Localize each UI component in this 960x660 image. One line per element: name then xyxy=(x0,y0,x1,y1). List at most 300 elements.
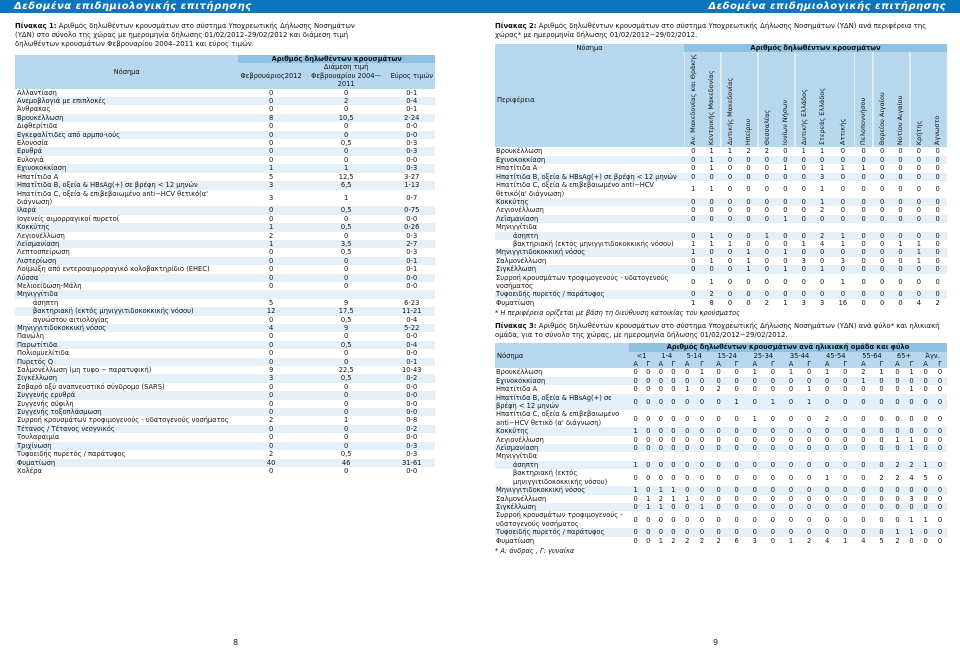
table2-value-cell: 0 xyxy=(910,181,928,198)
table1-caption xyxy=(15,22,355,49)
table1-value-cell: 9 xyxy=(238,366,303,374)
table3-value-cell: 0 xyxy=(818,503,837,511)
table3-value-cell: 0 xyxy=(873,410,890,427)
table1-value-cell: 5-22 xyxy=(389,324,435,332)
table3-value-cell: 0 xyxy=(800,528,817,536)
table3-disease-cell: Εχινοκοκκίαση xyxy=(495,377,629,385)
table3-value-cell: 1 xyxy=(781,368,800,376)
table1-value-cell xyxy=(304,290,389,298)
table2-value-cell: 0 xyxy=(873,206,891,214)
table2-value-cell: 1 xyxy=(721,240,739,248)
table1-disease-cell: Μελιοείδωση-Μάλη xyxy=(15,282,238,290)
table2-value-cell: 1 xyxy=(831,274,854,291)
table2-value-cell xyxy=(891,223,909,231)
table2-value-cell: 0 xyxy=(891,265,909,273)
table3-value-cell xyxy=(818,452,837,460)
table2-value-cell xyxy=(910,223,928,231)
table2-value-cell xyxy=(854,223,872,231)
table3-value-cell: 0 xyxy=(667,461,679,469)
table3-value-cell xyxy=(800,452,817,460)
table3-value-cell: 0 xyxy=(642,444,654,452)
table1-row xyxy=(15,105,435,113)
table3-value-cell: 0 xyxy=(745,394,764,411)
table2-value-cell: 0 xyxy=(891,299,909,307)
table2-value-cell: 0 xyxy=(910,265,928,273)
table3-row xyxy=(495,394,947,411)
table1-disease-cell: Λεγιονέλλωση xyxy=(15,232,238,240)
table3-value-cell: 2 xyxy=(905,461,918,469)
table1-row xyxy=(15,122,435,130)
table1-disease-cell: Λοίμωξη από εντεροαιμορραγικό κολοβακτηρίδιο (EHEC) xyxy=(15,265,238,273)
table3-value-cell: 0 xyxy=(629,537,642,545)
table3-value-cell: 0 xyxy=(667,427,679,435)
table1-value-cell: 1 xyxy=(304,164,389,172)
table3-value-cell: 2 xyxy=(679,537,695,545)
table1-row xyxy=(15,358,435,366)
table1-value-cell: 0,5 xyxy=(304,316,389,324)
table3-value-cell: 0 xyxy=(905,503,918,511)
table3-value-cell: 0 xyxy=(781,377,800,385)
table2-value-cell: 0 xyxy=(873,299,891,307)
table3-value-cell: 0 xyxy=(873,377,890,385)
table2-value-cell: 0 xyxy=(795,181,813,198)
table1-row xyxy=(15,400,435,408)
table3-value-cell: 0 xyxy=(709,495,728,503)
table2-value-cell: 1 xyxy=(739,248,757,256)
table2-value-cell: 0 xyxy=(684,198,702,206)
table1-value-cell: 0-0 xyxy=(389,467,435,475)
table3-value-cell: 0 xyxy=(764,427,781,435)
table2-value-cell: 1 xyxy=(910,257,928,265)
table3-value-cell: 0 xyxy=(728,511,745,528)
table3-value-cell: 0 xyxy=(890,427,905,435)
table2-value-cell: 0 xyxy=(873,198,891,206)
table3-value-cell: 0 xyxy=(837,385,854,393)
table3-value-cell: 0 xyxy=(918,377,933,385)
table3-value-cell: 2 xyxy=(890,461,905,469)
table2-value-cell: 0 xyxy=(795,248,813,256)
table2-value-cell: 0 xyxy=(721,215,739,223)
table1-row xyxy=(15,114,435,122)
table3-value-cell: 0 xyxy=(709,486,728,494)
table3-value-cell: 0 xyxy=(654,461,667,469)
table1-disease-cell: Άνθρακας xyxy=(15,105,238,113)
table1-value-cell: 12 xyxy=(238,307,303,315)
table2-value-cell: 0 xyxy=(928,257,947,265)
table1-row xyxy=(15,341,435,349)
table1-value-cell: 0 xyxy=(238,408,303,416)
table2-value-cell: 0 xyxy=(928,240,947,248)
table1-row xyxy=(15,173,435,181)
table3-value-cell: 0 xyxy=(854,444,873,452)
table2-value-cell: 0 xyxy=(831,156,854,164)
table1-value-cell: 31-61 xyxy=(389,459,435,467)
table2-value-cell: 0 xyxy=(831,290,854,298)
table3-value-cell: 2 xyxy=(709,537,728,545)
table3-age-header: 1-4 xyxy=(654,352,679,360)
table3-value-cell: 0 xyxy=(854,469,873,486)
table3-value-cell: 0 xyxy=(728,385,745,393)
table3-value-cell: 0 xyxy=(654,436,667,444)
table1-value-cell: 0 xyxy=(304,467,389,475)
table1-value-cell: 0-4 xyxy=(389,341,435,349)
table2-value-cell: 0 xyxy=(739,156,757,164)
table3-disease-cell: Λεγιονέλλωση xyxy=(495,436,629,444)
table3-age-header: 15-24 xyxy=(709,352,745,360)
table3-disease-cell: Φυματίωση xyxy=(495,537,629,545)
table2-caption xyxy=(495,22,947,40)
table2-value-cell: 0 xyxy=(758,198,776,206)
table2-region-header: Βορείου Αιγαίου xyxy=(873,52,891,147)
table3-age-header: 65+ xyxy=(890,352,918,360)
table2-value-cell: 0 xyxy=(854,248,872,256)
table3-value-cell: 0 xyxy=(679,394,695,411)
table2-value-cell: 0 xyxy=(910,198,928,206)
table1-value-cell: 0 xyxy=(304,274,389,282)
table1-row xyxy=(15,408,435,416)
table2-value-cell: 0 xyxy=(684,206,702,214)
table2-value-cell: 0 xyxy=(795,274,813,291)
table3-value-cell: 0 xyxy=(745,385,764,393)
table1-disease-cell: Σιγκέλλωση xyxy=(15,374,238,382)
table3-value-cell: 0 xyxy=(890,394,905,411)
table1-value-cell: 0-0 xyxy=(389,282,435,290)
table2-value-cell: 1 xyxy=(739,257,757,265)
table2-value-cell: 1 xyxy=(758,232,776,240)
table3-value-cell: 0 xyxy=(679,511,695,528)
table3-value-cell: 0 xyxy=(818,427,837,435)
table3-value-cell: 0 xyxy=(918,486,933,494)
table2-value-cell: 0 xyxy=(758,156,776,164)
table2-value-cell: 16 xyxy=(831,299,854,307)
table3-sex-header: Γ xyxy=(873,360,890,368)
table1-value-cell: 8 xyxy=(238,114,303,122)
table3-value-cell: 0 xyxy=(837,444,854,452)
table2-value-cell: 0 xyxy=(928,265,947,273)
table1-value-cell: 40 xyxy=(238,459,303,467)
table3-value-cell: 0 xyxy=(933,427,947,435)
table2-disease-cell: Μηνιγγίτιδα xyxy=(495,223,684,231)
table3-value-cell: 0 xyxy=(854,486,873,494)
table3-value-cell: 0 xyxy=(728,528,745,536)
table2-value-cell: 0 xyxy=(684,290,702,298)
table1-value-cell: 10-43 xyxy=(389,366,435,374)
table3-value-cell: 0 xyxy=(667,410,679,427)
table2-value-cell: 0 xyxy=(758,164,776,172)
table3-sex-header: Γ xyxy=(728,360,745,368)
table3-value-cell: 1 xyxy=(728,394,745,411)
table1-row xyxy=(15,240,435,248)
table2-value-cell: 0 xyxy=(795,265,813,273)
table3-value-cell: 0 xyxy=(800,461,817,469)
table3-sex-header: Γ xyxy=(642,360,654,368)
table2-value-cell: 1 xyxy=(702,156,720,164)
table3-value-cell xyxy=(709,452,728,460)
table2-row xyxy=(495,215,947,223)
table3-value-cell: 0 xyxy=(695,469,709,486)
table3-value-cell: 0 xyxy=(642,410,654,427)
table3-value-cell: 0 xyxy=(800,427,817,435)
table2-value-cell: 0 xyxy=(776,198,794,206)
table1-disease-cell: Ηπατίτιδα C, οξεία & επιβεβαιωμένο anti−HCV θετικό(α' διάγνωση) xyxy=(15,190,238,207)
table1-disease-cell: Ελονοσία xyxy=(15,139,238,147)
table2-value-cell: 0 xyxy=(739,232,757,240)
table2-region-header: Κεντρικής Μακεδονίας xyxy=(702,52,720,147)
table2-value-cell: 0 xyxy=(721,173,739,181)
table3-value-cell: 0 xyxy=(745,444,764,452)
table2-value-cell: 1 xyxy=(831,240,854,248)
table3-value-cell: 0 xyxy=(854,511,873,528)
table2-value-cell: 0 xyxy=(854,215,872,223)
table1-disease-cell: Αλλαντίαση xyxy=(15,89,238,97)
table1-value-cell: 0 xyxy=(238,215,303,223)
table1-value-cell: 3 xyxy=(238,190,303,207)
table2-value-cell: 0 xyxy=(854,290,872,298)
table2-value-cell: 2 xyxy=(813,232,831,240)
table1-row xyxy=(15,206,435,214)
table3-value-cell: 0 xyxy=(933,436,947,444)
table2-value-cell: 0 xyxy=(831,206,854,214)
table3-disease-cell: Ηπατίτιδα Α xyxy=(495,385,629,393)
table2-value-cell: 0 xyxy=(776,206,794,214)
table3-value-cell: 0 xyxy=(654,368,667,376)
table3-row xyxy=(495,427,947,435)
table2-disease-cell: Λεγιονέλλωση xyxy=(495,206,684,214)
table3-value-cell: 2 xyxy=(654,495,667,503)
table3-value-cell: 0 xyxy=(818,461,837,469)
table3-value-cell: 0 xyxy=(918,503,933,511)
table2-value-cell: 0 xyxy=(910,206,928,214)
table3-footnote: * Α: άνδρας , Γ: γυναίκα xyxy=(495,546,575,555)
table1-value-cell: 6,5 xyxy=(304,181,389,189)
table1-value-cell: 0-3 xyxy=(389,442,435,450)
table2-value-cell: 0 xyxy=(721,164,739,172)
table3-value-cell: 0 xyxy=(933,394,947,411)
table3-row xyxy=(495,377,947,385)
table3-age-header: 55-64 xyxy=(854,352,890,360)
table3-value-cell: 0 xyxy=(695,511,709,528)
table3-value-cell: 0 xyxy=(781,461,800,469)
table3-value-cell: 0 xyxy=(837,528,854,536)
table3-disease-cell: Σιγκέλλωση xyxy=(495,503,629,511)
table3-value-cell: 0 xyxy=(745,511,764,528)
table2-value-cell: 0 xyxy=(684,164,702,172)
table3-value-cell: 0 xyxy=(764,410,781,427)
table1-value-cell: 0-4 xyxy=(389,97,435,105)
table2-value-cell xyxy=(928,223,947,231)
table2-value-cell: 1 xyxy=(776,164,794,172)
table3-value-cell: 0 xyxy=(781,394,800,411)
table3-value-cell: 0 xyxy=(905,486,918,494)
table2-value-cell: 0 xyxy=(776,156,794,164)
table3-value-cell xyxy=(890,452,905,460)
table1-row xyxy=(15,257,435,265)
table3-value-cell: 2 xyxy=(890,537,905,545)
table3-value-cell: 0 xyxy=(728,444,745,452)
table3-value-cell: 0 xyxy=(709,377,728,385)
table2-value-cell: 0 xyxy=(928,206,947,214)
table3-value-cell: 0 xyxy=(837,511,854,528)
table3-value-cell: 0 xyxy=(679,528,695,536)
table2-disease-cell: Κοκκύτης xyxy=(495,198,684,206)
table3-value-cell: 0 xyxy=(654,385,667,393)
table1-value-cell: 22,5 xyxy=(304,366,389,374)
table3-value-cell: 0 xyxy=(667,394,679,411)
table3-value-cell: 0 xyxy=(873,436,890,444)
table2-value-cell: 0 xyxy=(684,173,702,181)
table3-value-cell: 0 xyxy=(818,444,837,452)
table3-value-cell xyxy=(854,452,873,460)
table3-value-cell: 0 xyxy=(745,495,764,503)
table3-value-cell xyxy=(933,452,947,460)
table3-value-cell: 0 xyxy=(918,436,933,444)
table3-value-cell: 0 xyxy=(695,528,709,536)
table1-row xyxy=(15,248,435,256)
table2-value-cell: 0 xyxy=(873,215,891,223)
table2-row xyxy=(495,206,947,214)
table3-value-cell: 0 xyxy=(642,385,654,393)
table1-value-cell: 3 xyxy=(238,374,303,382)
table3-value-cell: 0 xyxy=(800,410,817,427)
table3-value-cell: 0 xyxy=(629,394,642,411)
table1-row xyxy=(15,366,435,374)
table3-caption-label: Πίνακας 3: xyxy=(495,322,537,331)
table1-row xyxy=(15,164,435,172)
table3-value-cell: 0 xyxy=(709,368,728,376)
table2-col-region: Περιφέρεια xyxy=(495,52,684,147)
table2-value-cell: 1 xyxy=(739,265,757,273)
table2-value-cell: 0 xyxy=(684,274,702,291)
table1-disease-cell: Τριχίνωση xyxy=(15,442,238,450)
table2-value-cell: 0 xyxy=(854,147,872,155)
table1 xyxy=(15,55,435,475)
table2-value-cell: 0 xyxy=(739,181,757,198)
table3-value-cell: 0 xyxy=(781,436,800,444)
table3-value-cell: 0 xyxy=(654,394,667,411)
table2-disease-cell: Σιγκέλλωση xyxy=(495,265,684,273)
table2-value-cell: 0 xyxy=(739,206,757,214)
table3-value-cell: 0 xyxy=(918,368,933,376)
table2-value-cell: 0 xyxy=(739,290,757,298)
table3-value-cell: 0 xyxy=(667,503,679,511)
table1-row xyxy=(15,391,435,399)
table2-value-cell: 0 xyxy=(891,215,909,223)
table1-row xyxy=(15,307,435,315)
table3-value-cell: 0 xyxy=(854,427,873,435)
table3-value-cell: 2 xyxy=(818,410,837,427)
table2-value-cell: 0 xyxy=(758,265,776,273)
table3-value-cell: 0 xyxy=(854,503,873,511)
table2-value-cell: 1 xyxy=(776,248,794,256)
table3-value-cell: 0 xyxy=(764,528,781,536)
table3-row xyxy=(495,368,947,376)
table2-value-cell xyxy=(758,223,776,231)
table2-value-cell: 0 xyxy=(854,198,872,206)
table3-value-cell xyxy=(905,452,918,460)
table1-disease-cell: Λεϊσμανίαση xyxy=(15,240,238,248)
table1-value-cell: 10,5 xyxy=(304,114,389,122)
table3-value-cell: 0 xyxy=(764,436,781,444)
table1-disease-cell: Τέτανος / Τέτανος νεογνικός xyxy=(15,425,238,433)
table1-value-cell: 0 xyxy=(304,215,389,223)
table1-value-cell: 0 xyxy=(238,248,303,256)
table3-value-cell: 0 xyxy=(709,436,728,444)
table3-value-cell: 0 xyxy=(642,427,654,435)
table1-value-cell: 0 xyxy=(304,400,389,408)
table2-value-cell: 0 xyxy=(854,240,872,248)
table2-value-cell: 0 xyxy=(776,181,794,198)
table3-value-cell: 0 xyxy=(679,368,695,376)
table2-value-cell: 0 xyxy=(831,265,854,273)
table3-disease-cell: άσηπτη xyxy=(495,461,629,469)
table3-value-cell: 2 xyxy=(695,537,709,545)
table1-value-cell: 0 xyxy=(304,89,389,97)
table2-value-cell: 1 xyxy=(684,181,702,198)
table1-disease-cell: Λιστερίωση xyxy=(15,257,238,265)
table3-value-cell: 0 xyxy=(905,537,918,545)
table3-value-cell: 1 xyxy=(890,436,905,444)
table2-row xyxy=(495,265,947,273)
table1-value-cell: 0,5 xyxy=(304,223,389,231)
table2-row xyxy=(495,274,947,291)
table2-value-cell: 0 xyxy=(684,147,702,155)
table1-value-cell: 0-75 xyxy=(389,206,435,214)
table3-value-cell: 0 xyxy=(873,427,890,435)
table3-row xyxy=(495,495,947,503)
table3-value-cell: 1 xyxy=(642,503,654,511)
table3-value-cell: 0 xyxy=(745,377,764,385)
table2-value-cell: 1 xyxy=(776,265,794,273)
table2-value-cell: 2 xyxy=(702,290,720,298)
table2-value-cell: 2 xyxy=(758,147,776,155)
table1-value-cell: 0 xyxy=(238,206,303,214)
table3-value-cell: 0 xyxy=(800,368,817,376)
table3-value-cell: 0 xyxy=(667,377,679,385)
table3-value-cell: 1 xyxy=(629,486,642,494)
table3-value-cell: 0 xyxy=(642,394,654,411)
table2-value-cell: 0 xyxy=(721,299,739,307)
table3-value-cell: 0 xyxy=(728,410,745,427)
table2-value-cell: 0 xyxy=(813,274,831,291)
table3-value-cell: 0 xyxy=(679,410,695,427)
table1-row xyxy=(15,274,435,282)
table3-value-cell: 0 xyxy=(629,503,642,511)
table2-value-cell xyxy=(831,223,854,231)
table3-value-cell: 0 xyxy=(837,377,854,385)
table2-region-header: Πελοποννήσου xyxy=(854,52,872,147)
table2-value-cell: 1 xyxy=(831,164,854,172)
table3-value-cell xyxy=(745,452,764,460)
table2-value-cell: 3 xyxy=(831,257,854,265)
table3-value-cell: 0 xyxy=(918,427,933,435)
table2-value-cell: 1 xyxy=(795,147,813,155)
table2-value-cell: 0 xyxy=(873,257,891,265)
table1-value-cell: 0-1 xyxy=(389,257,435,265)
table3-value-cell: 0 xyxy=(745,427,764,435)
table3-value-cell: 1 xyxy=(854,377,873,385)
table3-disease-cell: Ηπατίτιδα C, οξεία & επιβεβαιωμένο anti−HCV θετικό (α' διάγνωση) xyxy=(495,410,629,427)
table3-value-cell: 0 xyxy=(709,410,728,427)
table2-region-header: Στερεάς Ελλάδος xyxy=(813,52,831,147)
table2-disease-cell: Βρουκέλλωση xyxy=(495,147,684,155)
table3-value-cell: 0 xyxy=(728,436,745,444)
table3-value-cell: 0 xyxy=(629,444,642,452)
table1-value-cell: 0 xyxy=(238,97,303,105)
table3 xyxy=(495,343,947,545)
table3-age-header: 25-34 xyxy=(745,352,781,360)
table3-value-cell: 0 xyxy=(679,444,695,452)
table2-value-cell: 0 xyxy=(831,147,854,155)
